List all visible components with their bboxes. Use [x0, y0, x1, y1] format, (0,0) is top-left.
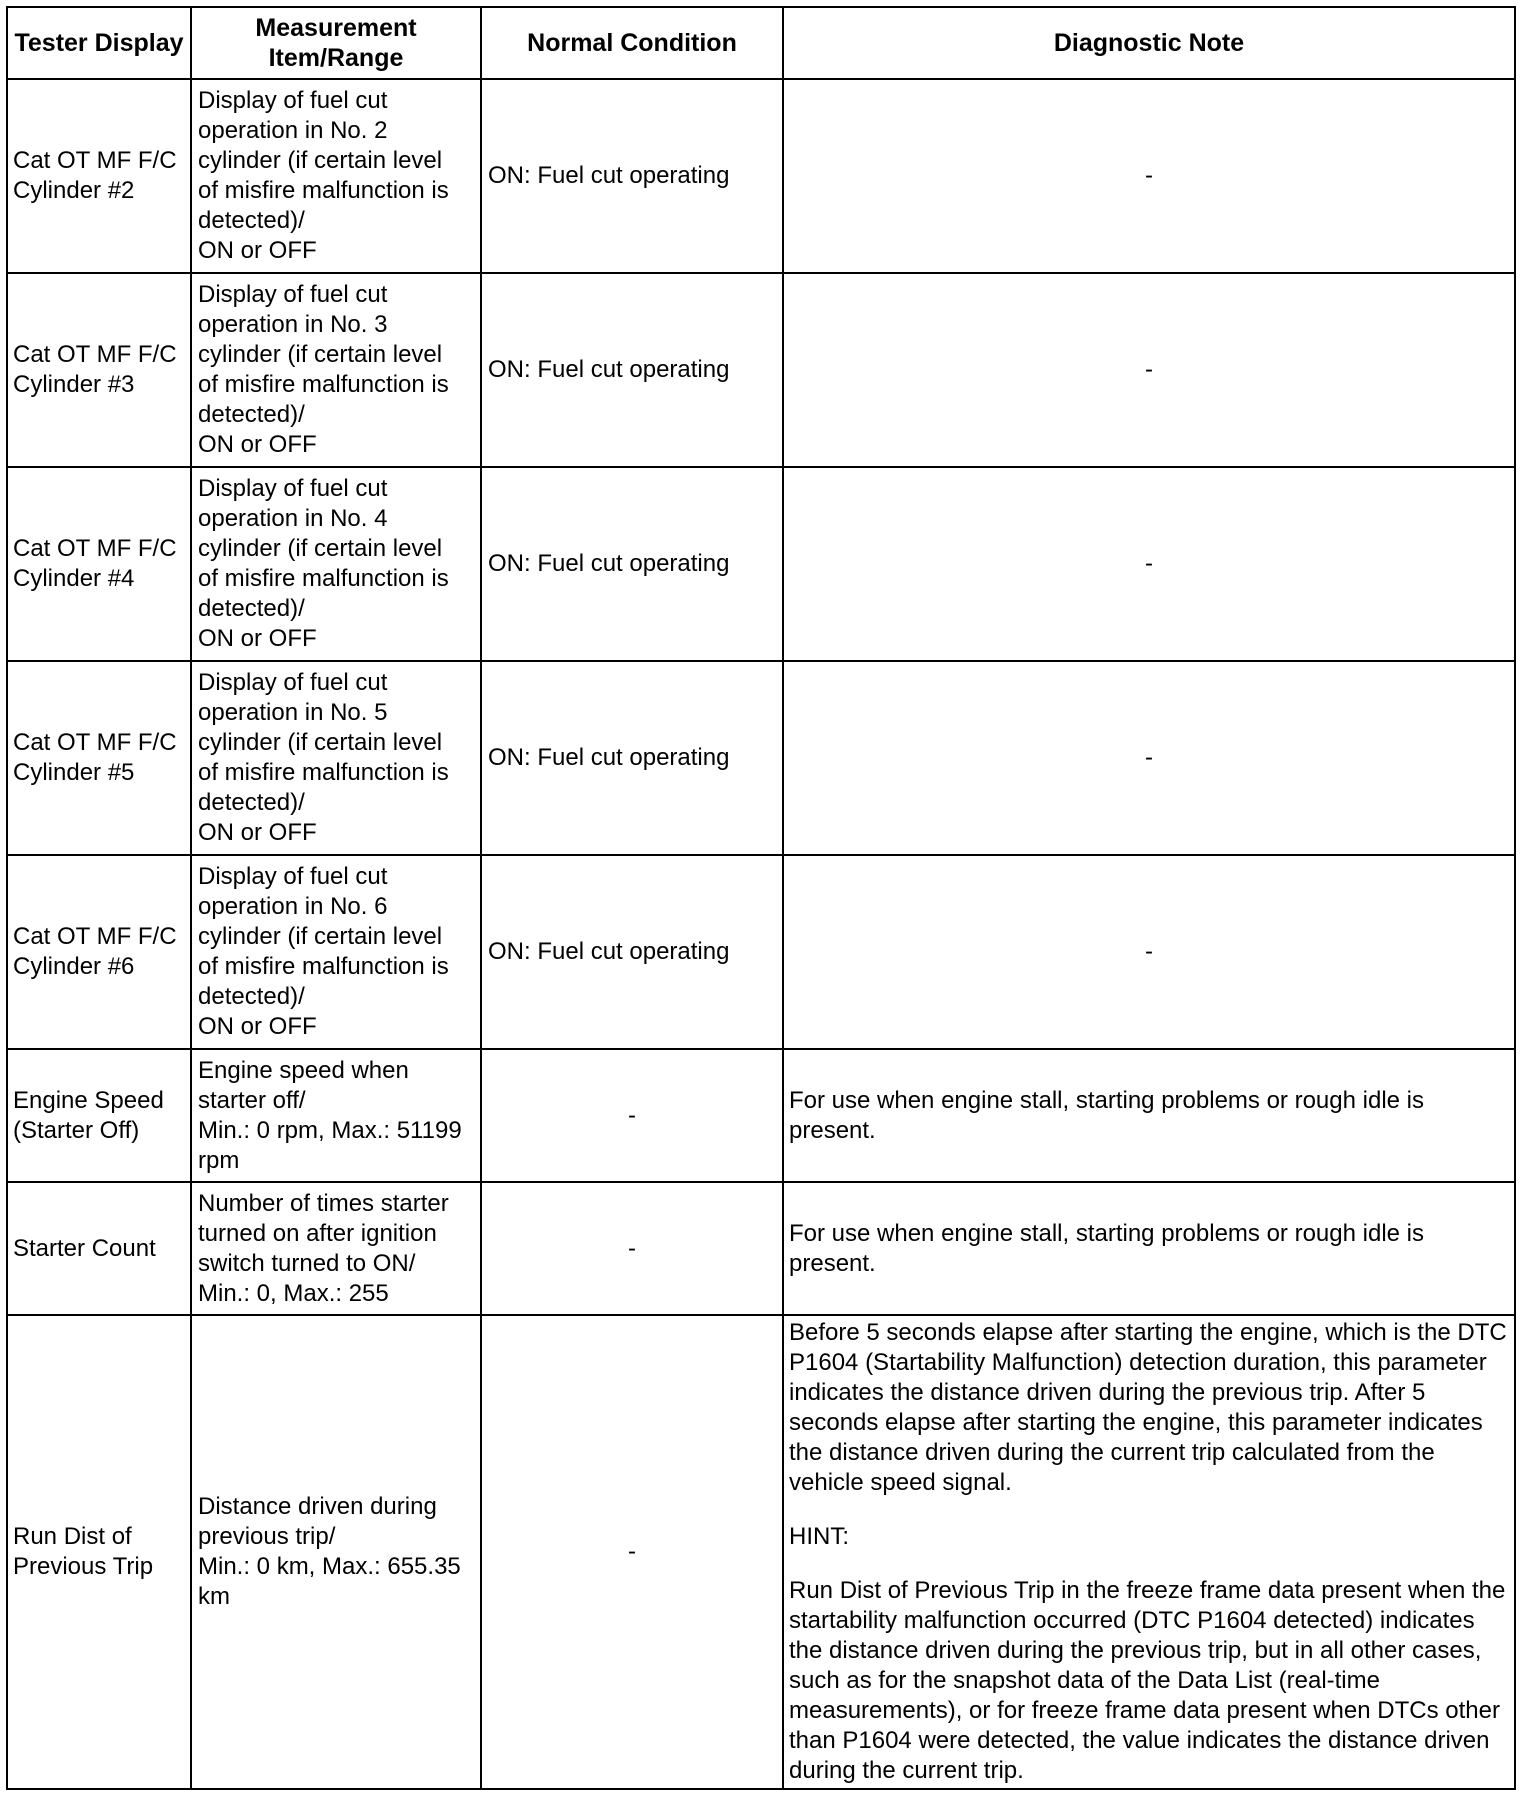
normal-condition-cell: - [481, 1315, 783, 1789]
measurement-line: operation in No. 2 [198, 117, 388, 144]
diagnostic-note-cell: - [783, 467, 1515, 661]
table-row [7, 855, 1515, 1049]
measurement-line: Display of fuel cut [198, 281, 388, 308]
measurement-line: cylinder (if certain level [198, 341, 443, 368]
normal-condition-cell: ON: Fuel cut operating [481, 273, 783, 467]
measurement-line: operation in No. 6 [198, 893, 388, 920]
measurement-cell [191, 467, 481, 661]
measurement-line: cylinder (if certain level [198, 729, 443, 756]
measurement-line: detected)/ [198, 789, 305, 816]
measurement-line: ON or OFF [198, 625, 317, 652]
measurement-line: Display of fuel cut [198, 669, 388, 696]
measurement-line: ON or OFF [198, 431, 317, 458]
measurement-line: turned on after ignition [198, 1219, 437, 1247]
table-row [7, 79, 1515, 273]
header-tester-display: Tester Display [7, 7, 191, 79]
tester-display-line: Cat OT MF F/C [13, 923, 177, 950]
normal-condition-cell: ON: Fuel cut operating [481, 79, 783, 273]
measurement-line: Min.: 0, Max.: 255 [198, 1279, 389, 1307]
measurement-line: of misfire malfunction is [198, 177, 449, 204]
table-row [7, 1182, 1515, 1315]
tester-display-cell [7, 855, 191, 1049]
measurement-line: cylinder (if certain level [198, 147, 443, 174]
measurement-line: detected)/ [198, 983, 305, 1010]
measurement-line: Display of fuel cut [198, 475, 388, 502]
tester-display-line: (Starter Off) [13, 1116, 140, 1144]
measurement-line: switch turned to ON/ [198, 1249, 416, 1277]
measurement-line: ON or OFF [198, 1013, 317, 1040]
tester-display-line: Run Dist of [13, 1523, 132, 1550]
measurement-line: starter off/ [198, 1086, 306, 1114]
measurement-cell [191, 1182, 481, 1315]
tester-display-line: Cylinder #6 [13, 953, 135, 980]
normal-condition-cell: ON: Fuel cut operating [481, 661, 783, 855]
data-list-table [6, 6, 1516, 1790]
table-row [7, 661, 1515, 855]
diagnostic-note-cell: For use when engine stall, starting problems or rough idle is present. [783, 1182, 1515, 1315]
tester-display-line: Cat OT MF F/C [13, 535, 177, 562]
hint-paragraph: Run Dist of Previous Trip in the freeze frame data present when the startability malfunction occurred (DTC P1604 detected) indicates the distance driven during the previous trip, but in all other cases, such as for the snapshot data of the Data List (real-time measurements), or for freeze frame data present when DTCs other than P1604 were detected, the value indicates the distance driven during the current trip. [789, 1577, 1506, 1784]
normal-condition-cell: - [481, 1182, 783, 1315]
tester-display-line: Starter Count [13, 1234, 156, 1262]
measurement-line: rpm [198, 1146, 240, 1174]
measurement-line: Min.: 0 rpm, Max.: 51199 [198, 1116, 462, 1144]
measurement-line: previous trip/ [198, 1523, 336, 1550]
header-row [7, 7, 1515, 79]
measurement-line: operation in No. 5 [198, 699, 388, 726]
diagnostic-note-cell [783, 1315, 1515, 1789]
hint-label: HINT: [789, 1523, 849, 1550]
measurement-cell [191, 1049, 481, 1182]
tester-display-line: Cylinder #4 [13, 565, 135, 592]
tester-display-line: Cat OT MF F/C [13, 341, 177, 368]
tester-display-cell [7, 1182, 191, 1315]
measurement-line: Distance driven during [198, 1493, 437, 1520]
table-row [7, 273, 1515, 467]
measurement-line: ON or OFF [198, 237, 317, 264]
measurement-cell [191, 1315, 481, 1789]
measurement-line: detected)/ [198, 595, 305, 622]
measurement-line: km [198, 1583, 230, 1610]
header-diagnostic-note: Diagnostic Note [783, 7, 1515, 79]
tester-display-line: Cat OT MF F/C [13, 729, 177, 756]
measurement-line: operation in No. 3 [198, 311, 388, 338]
measurement-cell [191, 79, 481, 273]
measurement-line: Display of fuel cut [198, 863, 388, 890]
measurement-line: Engine speed when [198, 1056, 409, 1084]
diagnostic-note-cell: For use when engine stall, starting problems or rough idle is present. [783, 1049, 1515, 1182]
measurement-line: cylinder (if certain level [198, 535, 443, 562]
table-row [7, 1315, 1515, 1789]
tester-display-cell [7, 467, 191, 661]
measurement-line: of misfire malfunction is [198, 565, 449, 592]
measurement-line: of misfire malfunction is [198, 759, 449, 786]
table-row [7, 467, 1515, 661]
measurement-line: Min.: 0 km, Max.: 655.35 [198, 1553, 461, 1580]
measurement-cell [191, 273, 481, 467]
tester-display-cell [7, 1049, 191, 1182]
tester-display-line: Cylinder #5 [13, 759, 135, 786]
tester-display-cell [7, 1315, 191, 1789]
tester-display-cell [7, 661, 191, 855]
tester-display-line: Previous Trip [13, 1553, 154, 1580]
table-row [7, 1049, 1515, 1182]
measurement-cell [191, 661, 481, 855]
normal-condition-cell: ON: Fuel cut operating [481, 855, 783, 1049]
tester-display-line: Cylinder #3 [13, 371, 135, 398]
measurement-cell [191, 855, 481, 1049]
tester-display-cell [7, 79, 191, 273]
diagnostic-note-paragraph: Before 5 seconds elapse after starting the engine, which is the DTC P1604 (Startability Malfunction) detection duration, this parameter indicates the distance driven during the previous trip. After 5 seconds elapse after starting the engine, this parameter indicates the distance driven during the current trip calculated from the vehicle speed signal. [789, 1319, 1507, 1496]
measurement-line: ON or OFF [198, 819, 317, 846]
tester-display-line: Cat OT MF F/C [13, 147, 177, 174]
tester-display-line: Cylinder #2 [13, 177, 135, 204]
measurement-line: Number of times starter [198, 1189, 449, 1217]
normal-condition-cell: ON: Fuel cut operating [481, 467, 783, 661]
measurement-line: of misfire malfunction is [198, 953, 449, 980]
diagnostic-note-cell: - [783, 661, 1515, 855]
header-measurement-item-range: Measurement Item/Range [191, 7, 481, 79]
diagnostic-note-cell: - [783, 79, 1515, 273]
measurement-line: cylinder (if certain level [198, 923, 443, 950]
measurement-line: detected)/ [198, 207, 305, 234]
normal-condition-cell: - [481, 1049, 783, 1182]
diagnostic-note-cell: - [783, 273, 1515, 467]
measurement-line: operation in No. 4 [198, 505, 388, 532]
measurement-line: detected)/ [198, 401, 305, 428]
tester-display-line: Engine Speed [13, 1086, 164, 1114]
tester-display-cell [7, 273, 191, 467]
measurement-line: Display of fuel cut [198, 87, 388, 114]
measurement-line: of misfire malfunction is [198, 371, 449, 398]
header-normal-condition: Normal Condition [481, 7, 783, 79]
diagnostic-note-cell: - [783, 855, 1515, 1049]
